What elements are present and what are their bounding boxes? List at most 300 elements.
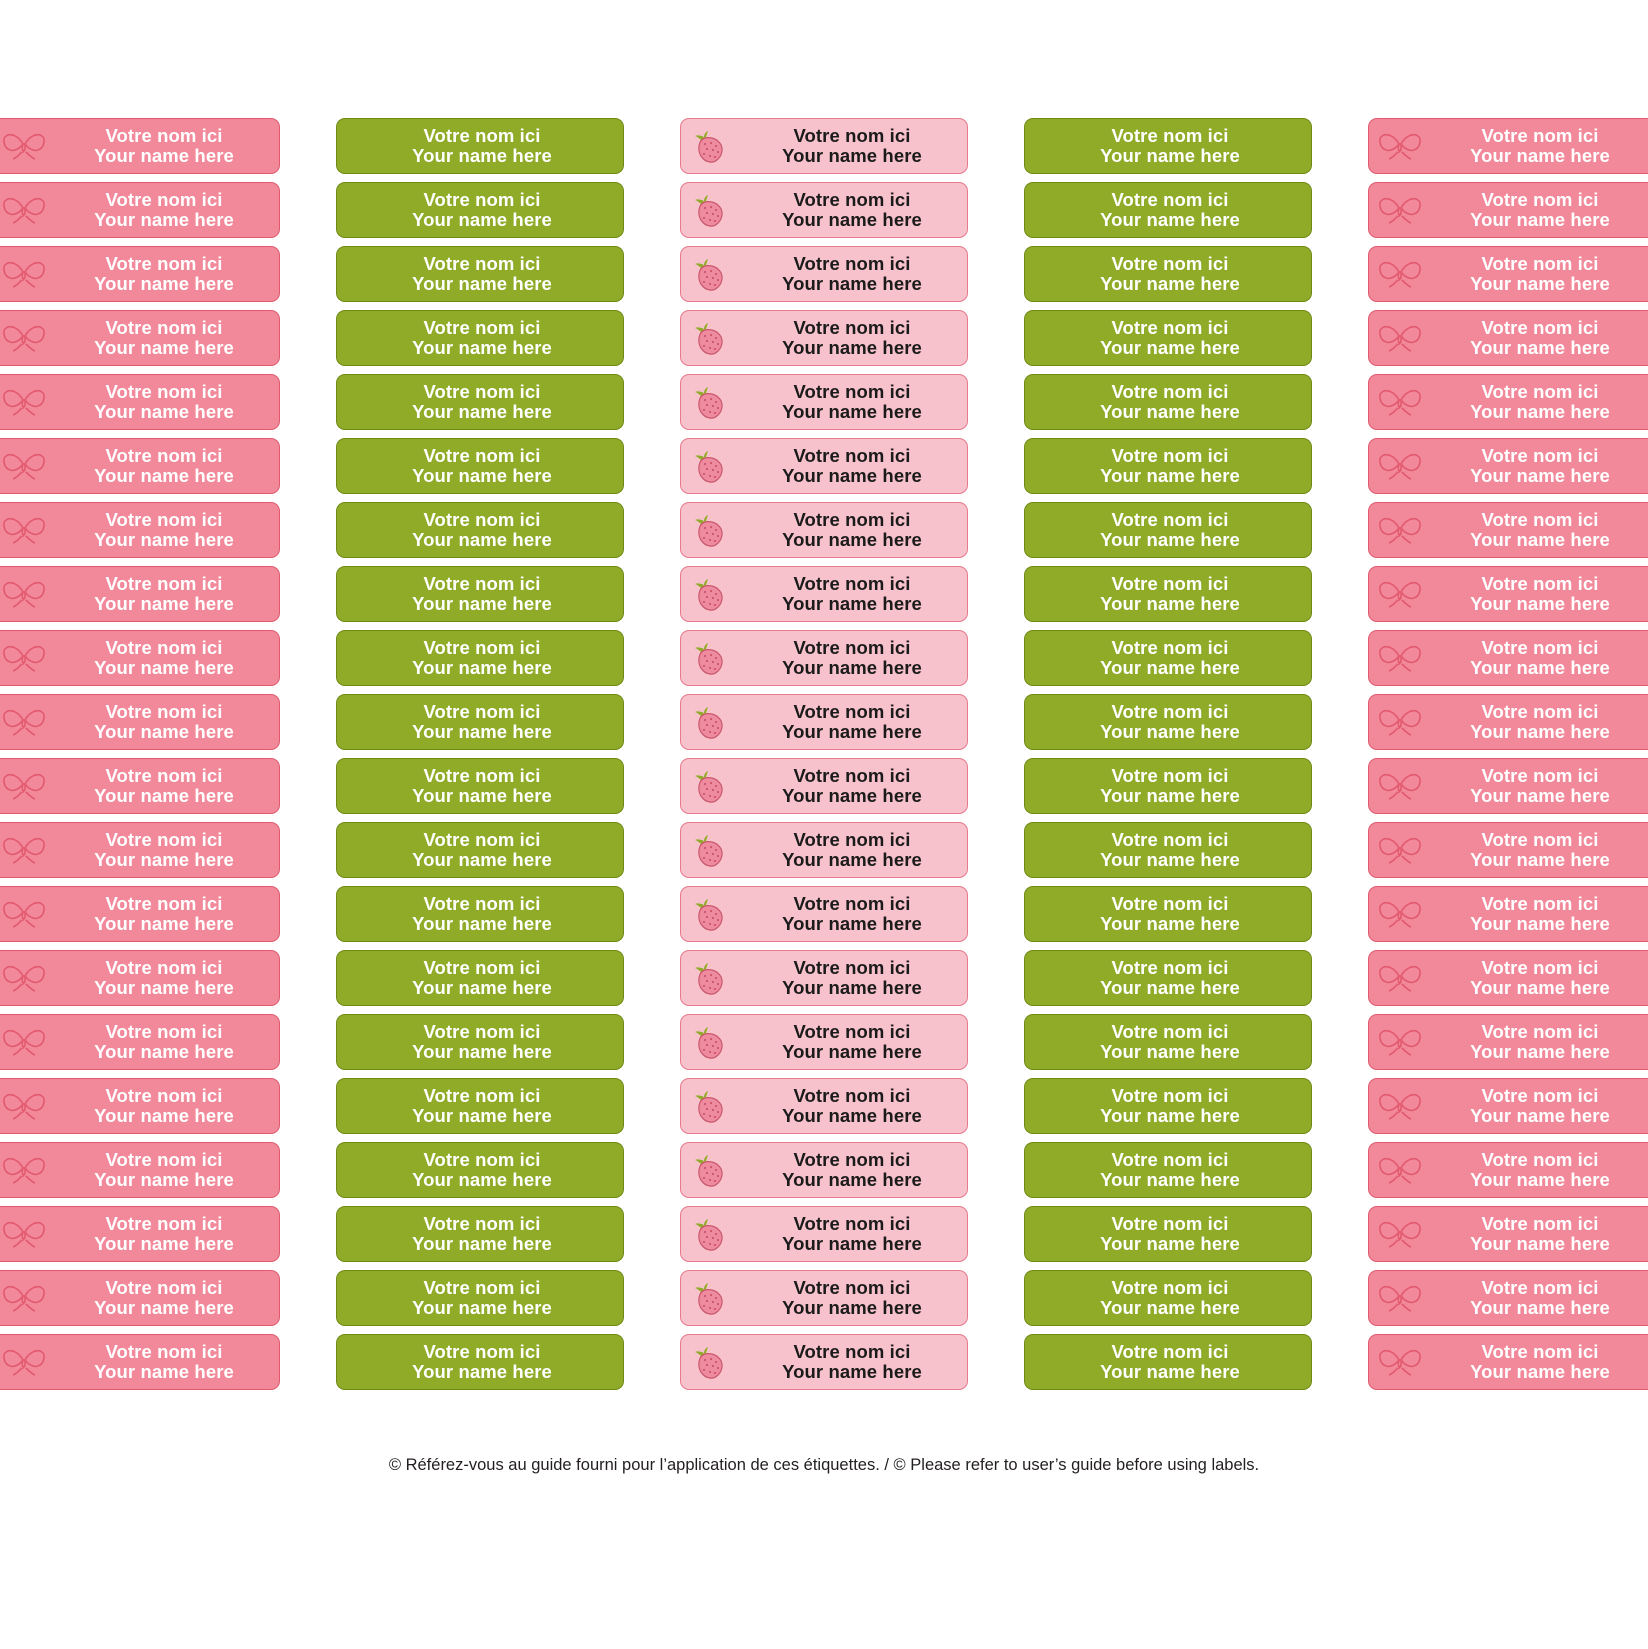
label-line-fr: Votre nom ici: [105, 701, 223, 723]
label-line-en: Your name here: [94, 849, 234, 870]
label-line-fr: Votre nom ici: [1481, 573, 1599, 595]
label-text: [1431, 958, 1648, 998]
name-label[interactable]: [680, 758, 968, 814]
label-line-en: Your name here: [412, 1169, 552, 1190]
name-label[interactable]: [680, 630, 968, 686]
label-text: [347, 254, 623, 294]
label-text: [1035, 894, 1311, 934]
label-line-en: Your name here: [94, 721, 234, 742]
strawberry-icon: [681, 1270, 743, 1326]
name-label[interactable]: [1024, 1078, 1312, 1134]
label-line-en: Your name here: [412, 209, 552, 230]
label-line-en: Your name here: [412, 721, 552, 742]
name-label[interactable]: [1368, 1014, 1648, 1070]
label-line-en: Your name here: [94, 465, 234, 486]
icon-spacer: [337, 1014, 347, 1070]
name-label[interactable]: [1368, 1206, 1648, 1262]
bow-icon: [0, 1142, 55, 1198]
label-line-en: Your name here: [1470, 145, 1610, 166]
label-line-fr: Votre nom ici: [1111, 1341, 1229, 1363]
label-line-fr: Votre nom ici: [1481, 701, 1599, 723]
label-line-fr: Votre nom ici: [1481, 1149, 1599, 1171]
name-label[interactable]: [1024, 822, 1312, 878]
label-line-fr: Votre nom ici: [423, 573, 541, 595]
label-line-fr: Votre nom ici: [1111, 893, 1229, 915]
name-label[interactable]: [336, 886, 624, 942]
label-text: [55, 190, 279, 230]
bow-icon: [0, 694, 55, 750]
name-label[interactable]: [0, 1206, 280, 1262]
name-label[interactable]: [1024, 1334, 1312, 1390]
name-label[interactable]: [1024, 694, 1312, 750]
icon-spacer: [337, 310, 347, 366]
label-line-en: Your name here: [1470, 977, 1610, 998]
label-text: [347, 830, 623, 870]
name-label[interactable]: [1368, 566, 1648, 622]
name-label[interactable]: [1368, 1270, 1648, 1326]
name-label[interactable]: [1368, 1078, 1648, 1134]
label-text: [55, 830, 279, 870]
label-line-en: Your name here: [412, 1105, 552, 1126]
name-label[interactable]: [0, 886, 280, 942]
label-line-en: Your name here: [412, 657, 552, 678]
strawberry-icon: [681, 950, 743, 1006]
label-line-en: Your name here: [1100, 209, 1240, 230]
label-line-fr: Votre nom ici: [1111, 765, 1229, 787]
strawberry-icon: [681, 694, 743, 750]
strawberry-icon: [681, 566, 743, 622]
bow-icon: [1369, 694, 1431, 750]
name-label[interactable]: [0, 630, 280, 686]
name-label[interactable]: [336, 1334, 624, 1390]
label-line-fr: Votre nom ici: [793, 125, 911, 147]
icon-spacer: [337, 1078, 347, 1134]
bow-icon: [0, 822, 55, 878]
label-line-fr: Votre nom ici: [793, 445, 911, 467]
name-label[interactable]: [1368, 438, 1648, 494]
label-line-fr: Votre nom ici: [423, 765, 541, 787]
label-text: [55, 446, 279, 486]
icon-spacer: [337, 1334, 347, 1390]
label-line-fr: Votre nom ici: [423, 253, 541, 275]
icon-spacer: [1025, 758, 1035, 814]
label-text: [347, 318, 623, 358]
label-text: [1035, 702, 1311, 742]
label-text: [1035, 190, 1311, 230]
label-text: [347, 574, 623, 614]
name-label[interactable]: [336, 630, 624, 686]
bow-icon: [1369, 1270, 1431, 1326]
name-label[interactable]: [1024, 374, 1312, 430]
label-line-fr: Votre nom ici: [105, 509, 223, 531]
label-line-fr: Votre nom ici: [1481, 829, 1599, 851]
name-label[interactable]: [680, 886, 968, 942]
label-text: [743, 958, 967, 998]
name-label[interactable]: [680, 182, 968, 238]
name-label[interactable]: [336, 1142, 624, 1198]
label-text: [1035, 510, 1311, 550]
label-line-en: Your name here: [412, 273, 552, 294]
icon-spacer: [337, 822, 347, 878]
name-label[interactable]: [1024, 886, 1312, 942]
name-label[interactable]: [0, 950, 280, 1006]
name-label[interactable]: [1024, 182, 1312, 238]
name-label[interactable]: [336, 310, 624, 366]
label-line-en: Your name here: [1470, 1297, 1610, 1318]
label-text: [1035, 318, 1311, 358]
label-line-fr: Votre nom ici: [105, 829, 223, 851]
name-label[interactable]: [1368, 630, 1648, 686]
name-label[interactable]: [680, 246, 968, 302]
label-line-fr: Votre nom ici: [423, 957, 541, 979]
label-line-fr: Votre nom ici: [1111, 1277, 1229, 1299]
label-text: [1035, 1214, 1311, 1254]
label-text: [55, 766, 279, 806]
strawberry-icon: [681, 758, 743, 814]
label-line-en: Your name here: [412, 465, 552, 486]
label-text: [347, 638, 623, 678]
bow-icon: [0, 1078, 55, 1134]
label-line-en: Your name here: [94, 593, 234, 614]
name-label[interactable]: [1024, 502, 1312, 558]
label-line-fr: Votre nom ici: [1481, 189, 1599, 211]
name-label[interactable]: [680, 1270, 968, 1326]
name-label[interactable]: [0, 310, 280, 366]
name-label[interactable]: [1024, 566, 1312, 622]
name-label[interactable]: [680, 1334, 968, 1390]
label-text: [1431, 510, 1648, 550]
name-label[interactable]: [1368, 310, 1648, 366]
label-line-en: Your name here: [1470, 273, 1610, 294]
bow-icon: [1369, 1014, 1431, 1070]
bow-icon: [1369, 886, 1431, 942]
label-text: [1431, 1022, 1648, 1062]
label-text: [743, 1214, 967, 1254]
bow-icon: [0, 374, 55, 430]
label-text: [743, 638, 967, 678]
name-label[interactable]: [0, 182, 280, 238]
label-text: [347, 446, 623, 486]
bow-icon: [1369, 1206, 1431, 1262]
name-label[interactable]: [336, 118, 624, 174]
name-label[interactable]: [1368, 118, 1648, 174]
label-text: [55, 702, 279, 742]
icon-spacer: [337, 566, 347, 622]
label-line-fr: Votre nom ici: [1111, 573, 1229, 595]
name-label[interactable]: [1368, 182, 1648, 238]
label-text: [1035, 766, 1311, 806]
label-line-fr: Votre nom ici: [1111, 957, 1229, 979]
name-label[interactable]: [0, 438, 280, 494]
label-line-en: Your name here: [782, 1233, 922, 1254]
name-label[interactable]: [336, 374, 624, 430]
name-label[interactable]: [680, 950, 968, 1006]
icon-spacer: [337, 950, 347, 1006]
name-label[interactable]: [0, 118, 280, 174]
name-label[interactable]: [336, 246, 624, 302]
name-label[interactable]: [1368, 1142, 1648, 1198]
name-label[interactable]: [1368, 246, 1648, 302]
label-text: [347, 1214, 623, 1254]
bow-icon: [0, 246, 55, 302]
name-label[interactable]: [336, 1014, 624, 1070]
name-label[interactable]: [1024, 310, 1312, 366]
bow-icon: [0, 1270, 55, 1326]
label-text: [743, 830, 967, 870]
label-text: [55, 574, 279, 614]
name-label[interactable]: [0, 1142, 280, 1198]
label-line-en: Your name here: [782, 977, 922, 998]
label-line-fr: Votre nom ici: [105, 1277, 223, 1299]
label-line-fr: Votre nom ici: [423, 189, 541, 211]
name-label[interactable]: [1024, 950, 1312, 1006]
label-line-fr: Votre nom ici: [1111, 637, 1229, 659]
icon-spacer: [1025, 694, 1035, 750]
strawberry-icon: [681, 374, 743, 430]
name-label[interactable]: [1368, 694, 1648, 750]
strawberry-icon: [681, 1014, 743, 1070]
label-text: [1035, 1150, 1311, 1190]
label-line-en: Your name here: [782, 785, 922, 806]
label-line-fr: Votre nom ici: [793, 189, 911, 211]
label-line-fr: Votre nom ici: [423, 1277, 541, 1299]
name-label[interactable]: [680, 1206, 968, 1262]
name-label[interactable]: [1024, 438, 1312, 494]
label-line-fr: Votre nom ici: [793, 829, 911, 851]
label-line-en: Your name here: [1470, 337, 1610, 358]
label-text: [55, 638, 279, 678]
name-label[interactable]: [680, 438, 968, 494]
label-line-en: Your name here: [1470, 785, 1610, 806]
name-label[interactable]: [336, 438, 624, 494]
label-line-en: Your name here: [94, 977, 234, 998]
icon-spacer: [1025, 502, 1035, 558]
label-text: [347, 1022, 623, 1062]
label-line-fr: Votre nom ici: [793, 893, 911, 915]
label-text: [347, 1278, 623, 1318]
name-label[interactable]: [680, 502, 968, 558]
name-label[interactable]: [680, 310, 968, 366]
icon-spacer: [337, 182, 347, 238]
name-label[interactable]: [0, 694, 280, 750]
label-line-fr: Votre nom ici: [1481, 765, 1599, 787]
label-text: [743, 1342, 967, 1382]
bow-icon: [1369, 310, 1431, 366]
name-label[interactable]: [336, 758, 624, 814]
label-text: [743, 1086, 967, 1126]
strawberry-icon: [681, 1206, 743, 1262]
label-line-en: Your name here: [94, 1361, 234, 1382]
name-label[interactable]: [680, 694, 968, 750]
label-line-en: Your name here: [782, 145, 922, 166]
name-label[interactable]: [1368, 886, 1648, 942]
label-text: [1431, 1278, 1648, 1318]
name-label[interactable]: [1024, 758, 1312, 814]
label-text: [1035, 1086, 1311, 1126]
label-line-fr: Votre nom ici: [423, 637, 541, 659]
name-label[interactable]: [1024, 630, 1312, 686]
name-label[interactable]: [1368, 758, 1648, 814]
name-label[interactable]: [336, 950, 624, 1006]
name-label[interactable]: [1368, 374, 1648, 430]
label-line-fr: Votre nom ici: [1481, 445, 1599, 467]
icon-spacer: [1025, 566, 1035, 622]
label-text: [1035, 446, 1311, 486]
icon-spacer: [1025, 822, 1035, 878]
label-text: [1431, 1150, 1648, 1190]
label-line-fr: Votre nom ici: [1111, 1085, 1229, 1107]
name-label[interactable]: [680, 1014, 968, 1070]
icon-spacer: [1025, 182, 1035, 238]
name-label[interactable]: [1024, 1270, 1312, 1326]
label-line-en: Your name here: [94, 785, 234, 806]
bow-icon: [0, 310, 55, 366]
label-line-en: Your name here: [1100, 273, 1240, 294]
label-text: [347, 126, 623, 166]
label-text: [347, 1086, 623, 1126]
label-line-fr: Votre nom ici: [1481, 957, 1599, 979]
label-line-fr: Votre nom ici: [1111, 189, 1229, 211]
label-line-en: Your name here: [412, 529, 552, 550]
name-label[interactable]: [1368, 822, 1648, 878]
name-label[interactable]: [680, 118, 968, 174]
label-text: [55, 1278, 279, 1318]
label-text: [55, 1150, 279, 1190]
strawberry-icon: [681, 886, 743, 942]
label-text: [743, 446, 967, 486]
label-text: [1035, 1278, 1311, 1318]
name-label[interactable]: [0, 822, 280, 878]
label-line-fr: Votre nom ici: [423, 1085, 541, 1107]
name-label[interactable]: [336, 502, 624, 558]
bow-icon: [1369, 1334, 1431, 1390]
label-line-en: Your name here: [94, 209, 234, 230]
label-line-en: Your name here: [782, 1105, 922, 1126]
name-label[interactable]: [336, 566, 624, 622]
label-line-en: Your name here: [1470, 1233, 1610, 1254]
label-line-fr: Votre nom ici: [423, 1341, 541, 1363]
label-line-fr: Votre nom ici: [105, 893, 223, 915]
icon-spacer: [1025, 246, 1035, 302]
label-line-en: Your name here: [782, 1361, 922, 1382]
label-line-fr: Votre nom ici: [423, 317, 541, 339]
bow-icon: [1369, 374, 1431, 430]
label-text: [743, 766, 967, 806]
name-label[interactable]: [0, 1014, 280, 1070]
label-text: [1035, 958, 1311, 998]
label-line-en: Your name here: [1100, 1169, 1240, 1190]
name-label[interactable]: [0, 1270, 280, 1326]
icon-spacer: [337, 630, 347, 686]
label-line-en: Your name here: [782, 209, 922, 230]
label-text: [1431, 702, 1648, 742]
name-label[interactable]: [1024, 1014, 1312, 1070]
label-line-en: Your name here: [412, 1361, 552, 1382]
label-text: [743, 126, 967, 166]
label-text: [55, 254, 279, 294]
label-text: [1431, 638, 1648, 678]
label-line-en: Your name here: [782, 1297, 922, 1318]
bow-icon: [1369, 1142, 1431, 1198]
name-label[interactable]: [0, 566, 280, 622]
name-label[interactable]: [1024, 1206, 1312, 1262]
icon-spacer: [337, 758, 347, 814]
name-label[interactable]: [1368, 502, 1648, 558]
label-line-fr: Votre nom ici: [793, 381, 911, 403]
label-text: [347, 1342, 623, 1382]
label-line-en: Your name here: [94, 529, 234, 550]
name-label[interactable]: [680, 1142, 968, 1198]
label-text: [1035, 638, 1311, 678]
name-label[interactable]: [336, 182, 624, 238]
label-line-en: Your name here: [412, 1041, 552, 1062]
name-label[interactable]: [1024, 118, 1312, 174]
name-label[interactable]: [0, 502, 280, 558]
name-label[interactable]: [0, 1334, 280, 1390]
label-line-fr: Votre nom ici: [423, 1021, 541, 1043]
label-line-en: Your name here: [94, 1297, 234, 1318]
name-label[interactable]: [680, 566, 968, 622]
name-label[interactable]: [680, 374, 968, 430]
label-text: [55, 1214, 279, 1254]
label-line-fr: Votre nom ici: [1481, 893, 1599, 915]
label-line-fr: Votre nom ici: [793, 317, 911, 339]
name-label[interactable]: [1024, 1142, 1312, 1198]
label-line-en: Your name here: [94, 1041, 234, 1062]
icon-spacer: [1025, 886, 1035, 942]
name-label[interactable]: [1368, 1334, 1648, 1390]
label-line-en: Your name here: [1100, 1297, 1240, 1318]
label-line-fr: Votre nom ici: [1481, 381, 1599, 403]
name-label[interactable]: [336, 1206, 624, 1262]
name-label[interactable]: [680, 1078, 968, 1134]
label-line-fr: Votre nom ici: [1481, 1341, 1599, 1363]
label-line-fr: Votre nom ici: [1111, 829, 1229, 851]
bow-icon: [0, 1334, 55, 1390]
bow-icon: [1369, 950, 1431, 1006]
icon-spacer: [337, 438, 347, 494]
name-label[interactable]: [0, 374, 280, 430]
label-columns: [0, 118, 1648, 1398]
bow-icon: [0, 630, 55, 686]
name-label[interactable]: [1368, 950, 1648, 1006]
label-text: [1431, 382, 1648, 422]
label-line-en: Your name here: [1470, 209, 1610, 230]
label-text: [743, 254, 967, 294]
label-line-fr: Votre nom ici: [423, 509, 541, 531]
column-pink-strawberry: [680, 118, 968, 1398]
name-label[interactable]: [680, 822, 968, 878]
icon-spacer: [1025, 1014, 1035, 1070]
label-line-en: Your name here: [1100, 721, 1240, 742]
label-line-en: Your name here: [94, 273, 234, 294]
label-line-en: Your name here: [1100, 785, 1240, 806]
label-line-fr: Votre nom ici: [105, 1149, 223, 1171]
icon-spacer: [1025, 1142, 1035, 1198]
name-label[interactable]: [0, 1078, 280, 1134]
name-label[interactable]: [0, 758, 280, 814]
name-label[interactable]: [336, 1078, 624, 1134]
name-label[interactable]: [0, 246, 280, 302]
label-line-en: Your name here: [412, 337, 552, 358]
label-line-en: Your name here: [1100, 1105, 1240, 1126]
name-label[interactable]: [336, 822, 624, 878]
name-label[interactable]: [1024, 246, 1312, 302]
name-label[interactable]: [336, 1270, 624, 1326]
label-line-fr: Votre nom ici: [423, 381, 541, 403]
name-label[interactable]: [336, 694, 624, 750]
label-line-fr: Votre nom ici: [423, 701, 541, 723]
